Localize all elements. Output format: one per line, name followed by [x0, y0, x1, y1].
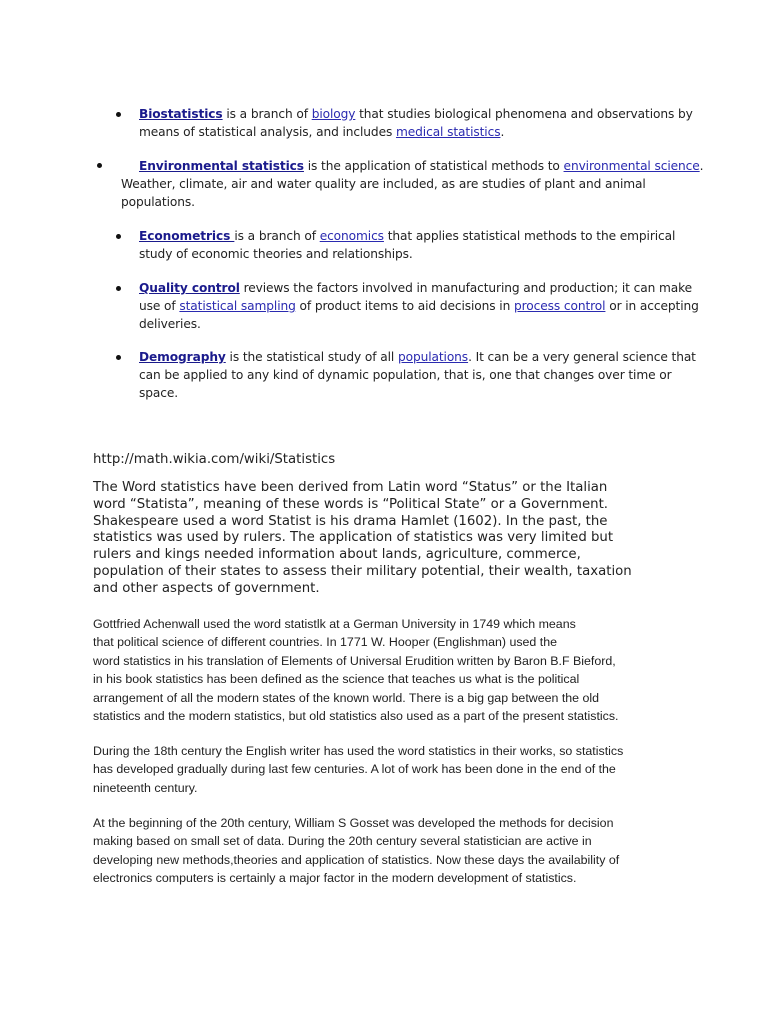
paragraph-line: Gottfried Achenwall used the word statistlk at a German University in 1749 which means [93, 617, 576, 631]
paragraph-line: statistics and the modern statistics, but old statistics also used as a part of the present statistics. [93, 709, 619, 724]
term-environmental-statistics[interactable]: Environmental statistics [139, 159, 304, 173]
bullet-text: is a branch of [234, 229, 320, 243]
term-demography[interactable]: Demography [139, 350, 226, 364]
paragraph-line: arrangement of all the modern states of the known world. There is a big gap between the old [93, 690, 600, 705]
link-biology[interactable]: biology [311, 107, 356, 121]
bullet-text: is the statistical study of all [225, 350, 398, 364]
bullet-line [139, 123, 693, 141]
bullet-text: that studies biological phenomena and observations by [355, 107, 693, 121]
bullet-text: . [699, 159, 704, 173]
paragraph-line: During the 18th century the English writer has used the word statistics in their works, so statistics [93, 744, 624, 758]
paragraph-line: making based on small set of data. During the 20th century several statistician are active in [93, 834, 592, 849]
bullet-econometrics [139, 227, 675, 263]
paragraph-line: in his book statistics has been defined as the science that teaches us what is the political [93, 672, 580, 687]
paragraph-line: developing new methods,theories and application of statistics. Now these days the availability of [93, 852, 620, 867]
bullet-environmental-statistics [121, 157, 703, 211]
bullet-biostatistics [139, 105, 693, 141]
bullet-line [121, 157, 703, 175]
bullet-line: Weather, climate, air and water quality are included, as are studies of plant and animal [121, 177, 646, 191]
bullet-text: . [500, 125, 505, 139]
intro-line: rulers and kings needed information about lands, agriculture, commerce, [93, 547, 581, 563]
bullet-demography [139, 348, 696, 402]
link-statistical-sampling[interactable]: statistical sampling [179, 299, 296, 313]
bullet-dot [116, 355, 121, 360]
bullet-quality-control [139, 279, 699, 333]
link-populations[interactable]: populations [397, 350, 469, 364]
intro-line: The Word statistics have been derived from Latin word “Status” or the Italian [93, 480, 608, 495]
bullet-text: means of statistical analysis, and includes [139, 125, 396, 139]
intro-line: statistics was used by rulers. The application of statistics was very limited but [93, 530, 614, 546]
paragraph-line: electronics computers is certainly a major factor in the modern development of statistics. [93, 871, 577, 886]
bullet-line: can be applied to any kind of dynamic population, that is, one that changes over time or [139, 368, 672, 382]
paragraph-20th-century [93, 814, 683, 888]
bullet-line [139, 297, 699, 315]
link-medical-statistics[interactable]: medical statistics [396, 125, 501, 139]
paragraph-line: nineteenth century. [93, 780, 198, 795]
bullet-line [139, 279, 699, 297]
paragraph-line: At the beginning of the 20th century, William S Gosset was developed the methods for decision [93, 816, 614, 830]
paragraph-18th-century [93, 742, 683, 797]
intro-line: and other aspects of government. [93, 580, 320, 596]
paragraph-achenwall [93, 615, 683, 725]
intro-line: word “Statista”, meaning of these words is “Political State” or a Government. [93, 496, 609, 512]
bullet-text: use of [139, 299, 180, 313]
bullet-text: is the application of statistical methods to [303, 159, 564, 173]
bullet-text: . It can be a very general science that [468, 350, 696, 364]
intro-line: Shakespeare used a word Statist is his drama Hamlet (1602). In the past, the [93, 513, 608, 529]
bullet-line: study of economic theories and relationships. [139, 247, 413, 261]
link-process-control[interactable]: process control [513, 299, 606, 313]
bullet-text: or in accepting [605, 299, 699, 313]
source-url: http://math.wikia.com/wiki/Statistics [93, 452, 336, 467]
bullet-line [139, 227, 675, 245]
bullet-line: populations. [121, 195, 195, 209]
bullet-text: of product items to aid decisions in [295, 299, 514, 313]
bullet-line [139, 105, 693, 123]
link-economics[interactable]: economics [319, 229, 384, 243]
link-environmental-science[interactable]: environmental science [563, 159, 700, 173]
term-biostatistics[interactable]: Biostatistics [139, 107, 223, 121]
paragraph-line: word statistics in his translation of Elements of Universal Erudition written by Baron B.F Bieford, [93, 653, 616, 668]
term-quality-control[interactable]: Quality control [139, 281, 240, 295]
bullet-text: reviews the factors involved in manufacturing and production; it can make [239, 281, 693, 295]
bullet-line [139, 348, 696, 366]
bullet-dot [97, 163, 102, 168]
bullet-dot [116, 286, 121, 291]
paragraph-line: that political science of different countries. In 1771 W. Hooper (Englishman) used the [93, 635, 557, 650]
bullet-text: is a branch of [222, 107, 312, 121]
paragraph-line: has developed gradually during last few centuries. A lot of work has been done in the end of the [93, 762, 616, 777]
bullet-line: space. [139, 386, 179, 400]
bullet-dot [116, 234, 121, 239]
term-econometrics[interactable]: Econometrics [139, 229, 235, 243]
bullet-line: deliveries. [139, 317, 201, 331]
intro-line: population of their states to assess their military potential, their wealth, taxation [93, 563, 632, 579]
bullet-text: that applies statistical methods to the empirical [383, 229, 676, 243]
intro-paragraph [93, 480, 683, 598]
bullet-dot [116, 112, 121, 117]
